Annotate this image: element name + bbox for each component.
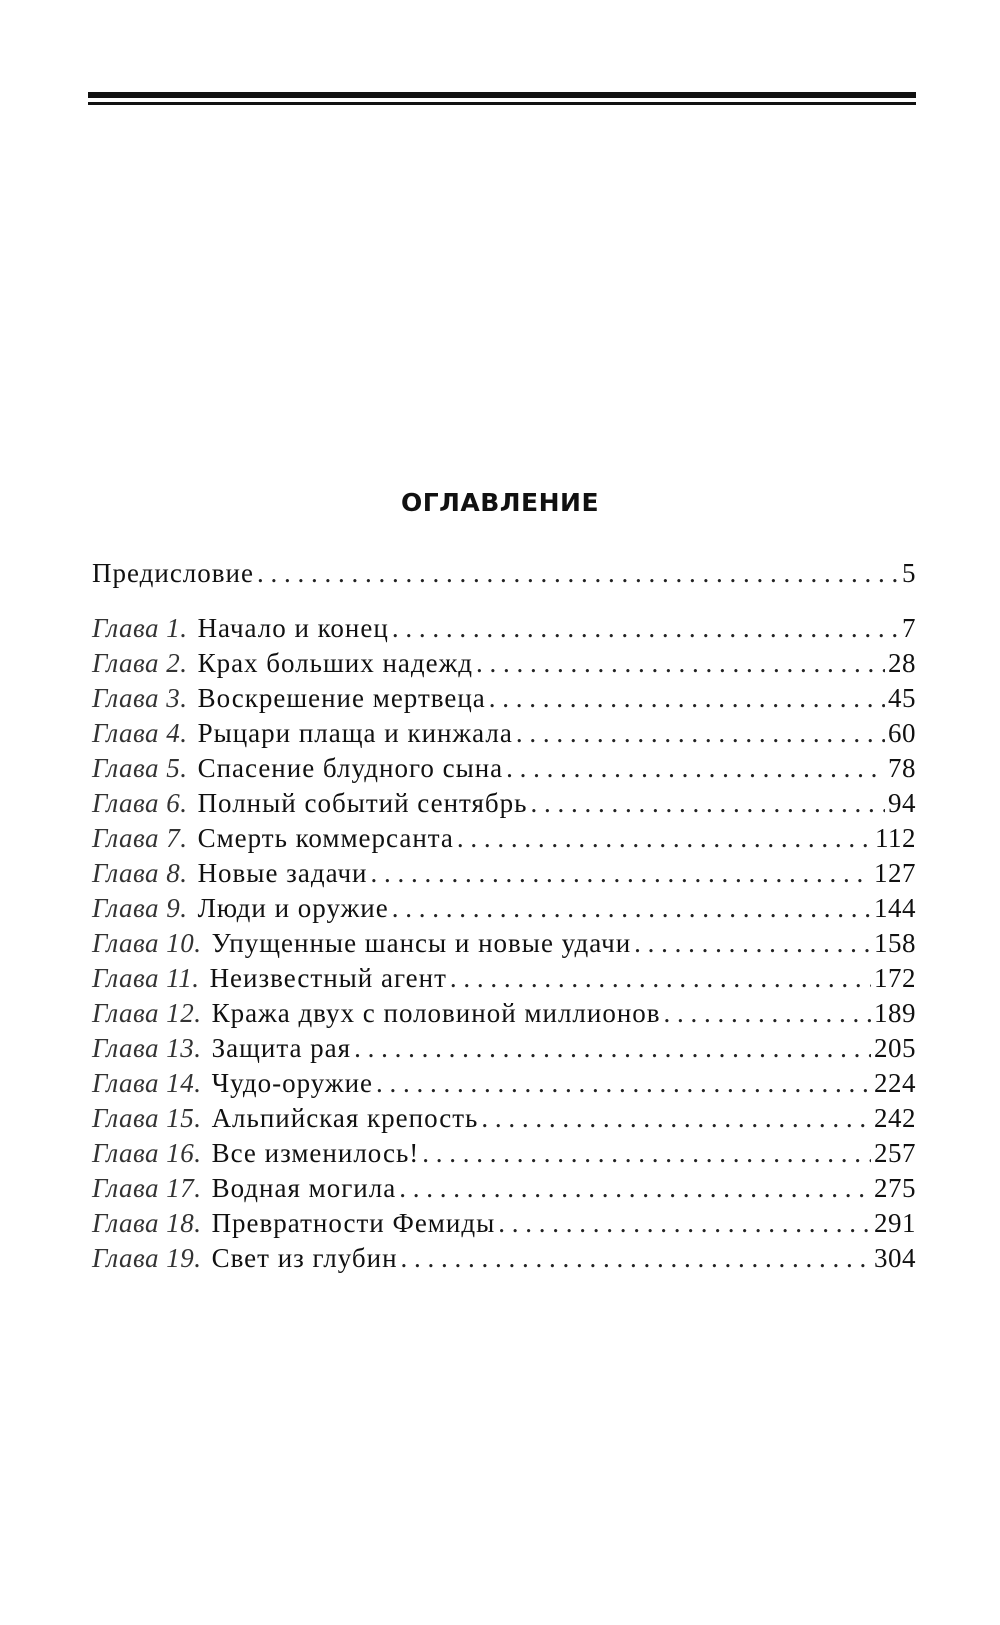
toc-entry-preface: [92, 556, 916, 591]
toc-entry-chapter: [92, 1066, 916, 1101]
toc-entry-title: Новые задачи: [197, 858, 368, 888]
toc-entry-chapter: [92, 786, 916, 821]
chapter-label: Глава 10.: [92, 928, 202, 958]
dot-leader: [664, 996, 871, 1031]
toc-entry-chapter: [92, 1241, 916, 1276]
dot-leader: [634, 926, 871, 961]
toc-entry-title: Полный событий сентябрь: [197, 788, 528, 818]
toc-page-number: 172: [874, 963, 916, 993]
toc-entry-title: Альпийская крепость: [211, 1103, 479, 1133]
toc-page-number: 242: [874, 1103, 916, 1133]
chapter-label: Глава 9.: [92, 893, 188, 923]
toc-page-number: 304: [874, 1243, 916, 1273]
chapter-label: Глава 15.: [92, 1103, 202, 1133]
toc-page-number: 144: [874, 893, 916, 923]
toc-page-number: 205: [874, 1033, 916, 1063]
toc-page-number: 257: [874, 1138, 916, 1168]
chapter-label: Глава 12.: [92, 998, 202, 1028]
chapter-label: Глава 8.: [92, 858, 188, 888]
toc-entry-title: Начало и конец: [197, 613, 389, 643]
toc-entry-title: Свет из глубин: [211, 1243, 398, 1273]
dot-leader: [481, 1101, 871, 1136]
dot-leader: [399, 1171, 871, 1206]
toc-page-number: 158: [874, 928, 916, 958]
chapter-list: [92, 611, 916, 1276]
toc-entry-chapter: [92, 996, 916, 1031]
dot-leader: [516, 716, 885, 751]
chapter-label: Глава 13.: [92, 1033, 202, 1063]
toc-entry-chapter: [92, 891, 916, 926]
toc-page-number: 127: [874, 858, 916, 888]
toc-page-number: 28: [888, 648, 916, 678]
toc-entry-title: Защита рая: [211, 1033, 352, 1063]
toc-entry-title: Воскрешение мертвеца: [197, 683, 486, 713]
chapter-label: Глава 18.: [92, 1208, 202, 1238]
toc-entry-title: Крах больших надежд: [197, 648, 474, 678]
chapter-label: Глава 16.: [92, 1138, 202, 1168]
toc-entry-chapter: [92, 926, 916, 961]
header-rule: [88, 92, 916, 106]
toc-page-number: 224: [874, 1068, 916, 1098]
chapter-label: Глава 2.: [92, 648, 188, 678]
chapter-label: Глава 6.: [92, 788, 188, 818]
toc-entry-chapter: [92, 1206, 916, 1241]
chapter-label: Глава 5.: [92, 753, 188, 783]
toc-entry-chapter: [92, 681, 916, 716]
dot-leader: [376, 1066, 871, 1101]
dot-leader: [354, 1031, 871, 1066]
dot-leader: [392, 891, 871, 926]
toc-entry-chapter: [92, 1171, 916, 1206]
dot-leader: [489, 681, 885, 716]
toc-entry-chapter: [92, 1031, 916, 1066]
dot-leader: [530, 786, 885, 821]
toc-page-number: 45: [888, 683, 916, 713]
toc-page-number: 7: [902, 613, 916, 643]
dot-leader: [257, 556, 899, 591]
toc-entry-title: Превратности Фемиды: [211, 1208, 496, 1238]
toc-page-number: 275: [874, 1173, 916, 1203]
dot-leader: [457, 821, 872, 856]
toc-page-number: 78: [888, 753, 916, 783]
header-rule-thin: [88, 102, 916, 105]
toc-entry-chapter: [92, 1136, 916, 1171]
dot-leader: [392, 611, 899, 646]
chapter-label: Глава 1.: [92, 613, 188, 643]
dot-leader: [450, 961, 871, 996]
dot-leader: [476, 646, 885, 681]
toc-entry-title: Чудо-оружие: [211, 1068, 374, 1098]
dot-leader: [371, 856, 871, 891]
toc-page-number: 5: [902, 558, 916, 588]
dot-leader: [506, 751, 885, 786]
chapter-label: Глава 7.: [92, 823, 188, 853]
toc-entry-chapter: [92, 821, 916, 856]
toc-entry-title: Предисловие: [92, 558, 254, 588]
toc-entry-title: Водная могила: [211, 1173, 397, 1203]
chapter-label: Глава 14.: [92, 1068, 202, 1098]
toc-entry-title: Неизвестный агент: [209, 963, 447, 993]
toc-page-number: 112: [875, 823, 916, 853]
toc-entry-title: Смерть коммерсанта: [197, 823, 454, 853]
dot-leader: [401, 1241, 871, 1276]
page-title: ОГЛАВЛЕНИЕ: [400, 488, 600, 517]
toc-entry-chapter: [92, 961, 916, 996]
chapter-label: Глава 11.: [92, 963, 200, 993]
toc-page-number: 291: [874, 1208, 916, 1238]
toc-page-number: 189: [874, 998, 916, 1028]
table-of-contents: [92, 556, 916, 1276]
toc-entry-title: Упущенные шансы и новые удачи: [211, 928, 632, 958]
toc-entry-chapter: [92, 856, 916, 891]
toc-entry-chapter: [92, 716, 916, 751]
chapter-label: Глава 17.: [92, 1173, 202, 1203]
toc-entry-chapter: [92, 1101, 916, 1136]
dot-leader: [422, 1136, 871, 1171]
chapter-label: Глава 19.: [92, 1243, 202, 1273]
toc-entry-chapter: [92, 646, 916, 681]
chapter-label: Глава 3.: [92, 683, 188, 713]
toc-entry-title: Все изменилось!: [211, 1138, 420, 1168]
header-rule-thick: [88, 92, 916, 98]
toc-page-number: 60: [888, 718, 916, 748]
dot-leader: [498, 1206, 871, 1241]
chapter-label: Глава 4.: [92, 718, 188, 748]
toc-entry-title: Рыцари плаща и кинжала: [197, 718, 513, 748]
toc-entry-title: Спасение блудного сына: [197, 753, 504, 783]
toc-entry-title: Люди и оружие: [197, 893, 389, 923]
toc-entry-chapter: [92, 751, 916, 786]
toc-entry-chapter: [92, 611, 916, 646]
toc-page-number: 94: [888, 788, 916, 818]
toc-entry-title: Кража двух с половиной миллионов: [211, 998, 661, 1028]
